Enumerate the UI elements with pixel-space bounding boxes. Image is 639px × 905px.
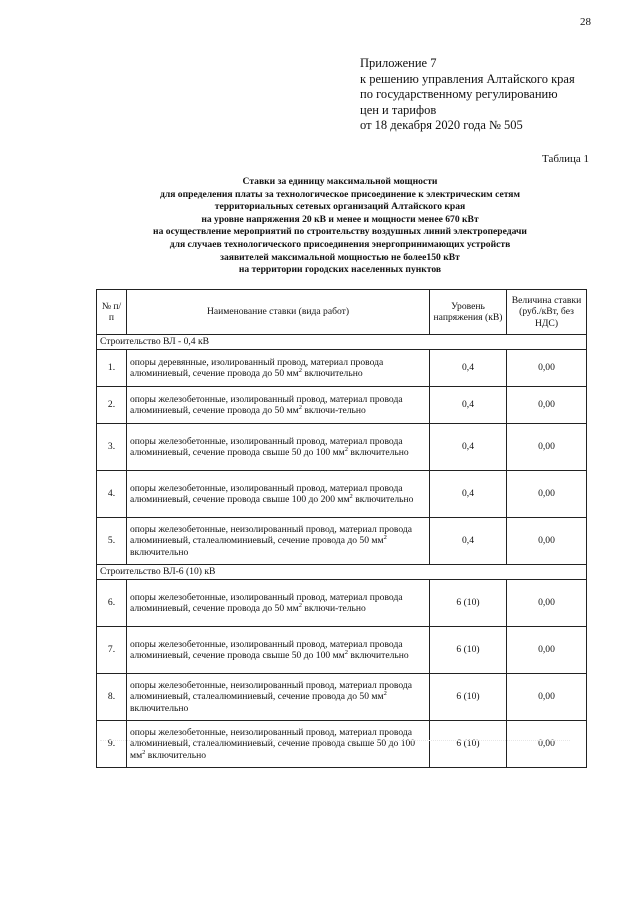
description-text: опоры железобетонные, изолированный провод, материал провода алюминиевый, сечение провода до 50 мм (130, 591, 403, 614)
description-text: опоры железобетонные, неизолированный провод, материал провода алюминиевый, сталеалюминиевый, сечение провода до 50 мм (130, 679, 412, 703)
row-voltage: 6 (10) (430, 721, 507, 768)
table-header-row (97, 290, 587, 335)
row-voltage: 6 (10) (430, 580, 507, 627)
header-price: Величина ставки (руб./кВт, без НДС) (507, 290, 587, 335)
row-price: 0,00 (507, 580, 587, 627)
row-price: 0,00 (507, 627, 587, 674)
table-row (97, 518, 587, 565)
title-line: на осуществление мероприятий по строительству воздушных линий электропередачи (153, 226, 527, 238)
row-description (127, 387, 430, 424)
row-price: 0,00 (507, 674, 587, 721)
row-number: 7. (97, 627, 127, 674)
row-description (127, 350, 430, 387)
description-text: опоры железобетонные, неизолированный провод, материал провода алюминиевый, сталеалюминиевый, сечение провода до 50 мм (130, 523, 412, 547)
document-title (80, 176, 600, 277)
title-line: для определения платы за технологическое присоединение к электрическим сетям (159, 188, 521, 200)
description-suffix: включительно (130, 702, 189, 714)
table-row (97, 674, 587, 721)
table-row (97, 424, 587, 471)
row-price: 0,00 (507, 387, 587, 424)
row-voltage: 0,4 (430, 350, 507, 387)
row-description (127, 424, 430, 471)
row-voltage: 6 (10) (430, 674, 507, 721)
row-voltage: 6 (10) (430, 627, 507, 674)
row-number: 8. (97, 674, 127, 721)
section-row (97, 335, 587, 350)
table-row (97, 387, 587, 424)
appendix-line: к решению управления Алтайского края (360, 71, 575, 86)
unit-superscript: 2 (383, 534, 387, 542)
table-row (97, 627, 587, 674)
table-row (97, 721, 587, 768)
table-row (97, 471, 587, 518)
row-number: 4. (97, 471, 127, 518)
row-voltage: 0,4 (430, 518, 507, 565)
row-description (127, 627, 430, 674)
description-text: опоры железобетонные, изолированный провод, материал провода алюминиевый, сечение провода свыше 50 до 100 мм (130, 435, 403, 458)
row-number: 3. (97, 424, 127, 471)
title-line: заявителей максимальной мощностью не более150 кВт (220, 251, 460, 263)
description-suffix: включи-тельно (301, 603, 366, 614)
unit-superscript: 2 (344, 648, 348, 656)
row-description (127, 674, 430, 721)
unit-superscript: 2 (142, 748, 146, 756)
row-number: 1. (97, 350, 127, 387)
description-suffix: включительно (301, 368, 363, 379)
description-suffix: включи-тельно (301, 405, 366, 416)
row-price: 0,00 (507, 518, 587, 565)
title-line: на уровне напряжения 20 кВ и менее и мощности менее 670 кВт (201, 213, 479, 225)
description-suffix: включительно (145, 749, 207, 761)
title-line: Ставки за единицу максимальной мощности (242, 176, 438, 187)
unit-superscript: 2 (298, 366, 302, 374)
description-suffix: включительно (130, 546, 189, 558)
section-title: Строительство ВЛ-6 (10) кВ (97, 565, 587, 580)
description-suffix: включительно (348, 650, 409, 661)
appendix-line: от 18 декабря 2020 года № 505 (360, 118, 523, 133)
page-number: 28 (580, 16, 591, 28)
row-number: 2. (97, 387, 127, 424)
header-voltage: Уровень напряжения (кВ) (430, 290, 507, 335)
appendix-line: Приложение 7 (360, 56, 437, 70)
appendix-line: цен и тарифов (360, 102, 437, 117)
header-num: № п/п (97, 290, 127, 335)
table-row (97, 580, 587, 627)
appendix-block (360, 56, 575, 134)
unit-superscript: 2 (298, 601, 302, 609)
row-voltage: 0,4 (430, 471, 507, 518)
description-suffix: включительно (352, 494, 414, 505)
row-price: 0,00 (507, 350, 587, 387)
title-line: на территории городских населенных пунктов (238, 264, 442, 276)
description-text: опоры железобетонные, изолированный провод, материал провода алюминиевый, сечение провода свыше 50 до 100 мм (130, 638, 403, 661)
row-price: 0,00 (507, 721, 587, 768)
description-suffix: включительно (348, 447, 409, 458)
row-number: 9. (97, 721, 127, 768)
row-price: 0,00 (507, 424, 587, 471)
description-text: опоры железобетонные, изолированный провод, материал провода алюминиевый, сечение провода свыше 100 до 200 мм (130, 482, 403, 505)
title-line: территориальных сетевых организаций Алтайского края (214, 201, 466, 213)
title-line: для случаев технологического присоединения энергопринимающих устройств (169, 238, 511, 250)
row-number: 5. (97, 518, 127, 565)
row-number: 6. (97, 580, 127, 627)
row-voltage: 0,4 (430, 424, 507, 471)
section-row (97, 565, 587, 580)
unit-superscript: 2 (349, 492, 353, 500)
description-text: опоры железобетонные, неизолированный провод, материал провода алюминиевый, сталеалюминиевый, сечение провода свыше 50 до 100 мм (130, 726, 416, 761)
description-text: опоры железобетонные, изолированный провод, материал провода алюминиевый, сечение провода до 50 мм (130, 393, 403, 416)
table-label: Таблица 1 (542, 153, 590, 165)
appendix-line: по государственному регулированию (360, 87, 558, 102)
faint-ruling (100, 740, 570, 742)
row-description (127, 471, 430, 518)
description-text: опоры деревянные, изолированный провод, материал провода алюминиевый, сечение провода до 50 мм (130, 356, 384, 379)
unit-superscript: 2 (344, 445, 348, 453)
section-title: Строительство ВЛ - 0,4 кВ (97, 335, 587, 350)
row-description (127, 580, 430, 627)
header-name: Наименование ставки (вида работ) (127, 290, 430, 335)
table-row (97, 350, 587, 387)
row-description (127, 518, 430, 565)
unit-superscript: 2 (298, 403, 302, 411)
row-voltage: 0,4 (430, 387, 507, 424)
unit-superscript: 2 (383, 690, 387, 698)
row-description (127, 721, 430, 768)
row-price: 0,00 (507, 471, 587, 518)
rates-table (96, 289, 587, 768)
